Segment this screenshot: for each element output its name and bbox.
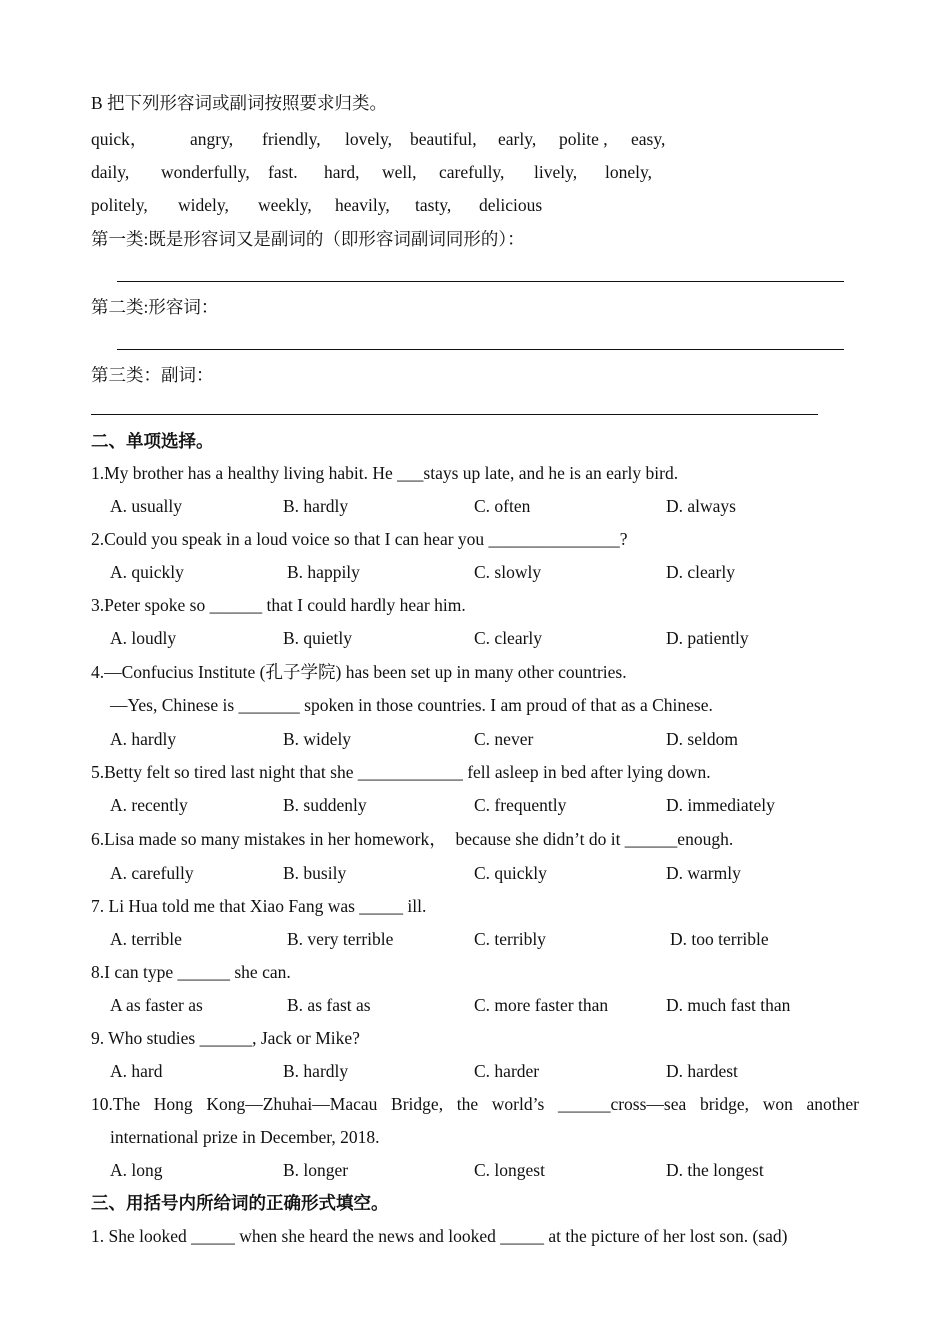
category-3-label: 第三类：副词： <box>91 365 214 385</box>
word: heavily, <box>335 195 390 215</box>
question-8-option-b[interactable]: B. as fast as <box>287 995 371 1015</box>
question-2-option-a[interactable]: A. quickly <box>110 562 184 582</box>
question-5-option-c[interactable]: C. frequently <box>474 795 567 815</box>
question-1-option-d[interactable]: D. always <box>666 496 736 516</box>
question-3-stem: 3.Peter spoke so ______ that I could hardly hear him. <box>91 595 466 615</box>
question-5-option-a[interactable]: A. recently <box>110 795 188 815</box>
category-1-label: 第一类:既是形容词又是副词的（即形容词副词同形的）： <box>91 229 525 249</box>
word: lively, <box>534 162 578 182</box>
question-9-option-d[interactable]: D. hardest <box>666 1061 738 1081</box>
word: delicious <box>479 195 543 215</box>
word: easy, <box>631 129 666 149</box>
question-4-option-a[interactable]: A. hardly <box>110 729 177 749</box>
question-4-option-d[interactable]: D. seldom <box>666 729 738 749</box>
question-10-option-d[interactable]: D. the longest <box>666 1160 764 1180</box>
question-7-option-c[interactable]: C. terribly <box>474 929 546 949</box>
word: carefully, <box>439 162 505 182</box>
question-3-option-c[interactable]: C. clearly <box>474 628 543 648</box>
question-8-option-d[interactable]: D. much fast than <box>666 995 791 1015</box>
question-4-stem: 4.—Confucius Institute (孔子学院) has been set up in many other countries. <box>91 662 627 682</box>
question-1-option-b[interactable]: B. hardly <box>283 496 349 516</box>
question-4-option-b[interactable]: B. widely <box>283 729 352 749</box>
word: angry, <box>190 129 234 149</box>
question-2-option-c[interactable]: C. slowly <box>474 562 542 582</box>
word: well, <box>382 162 417 182</box>
question-10-option-c[interactable]: C. longest <box>474 1160 545 1180</box>
question-5-option-b[interactable]: B. suddenly <box>283 795 367 815</box>
word: weekly, <box>258 195 312 215</box>
question-7-option-a[interactable]: A. terrible <box>110 929 182 949</box>
word: friendly, <box>262 129 321 149</box>
question-7-option-b[interactable]: B. very terrible <box>287 929 394 949</box>
question-6-option-d[interactable]: D. warmly <box>666 863 741 883</box>
question-2-option-b[interactable]: B. happily <box>287 562 360 582</box>
question-10-option-a[interactable]: A. long <box>110 1160 163 1180</box>
question-4-option-c[interactable]: C. never <box>474 729 534 749</box>
word: lonely, <box>605 162 652 182</box>
question-9-stem: 9. Who studies ______, Jack or Mike? <box>91 1028 360 1048</box>
question-6-stem: 6.Lisa made so many mistakes in her homework， because she didn’t do it ______enough. <box>91 829 734 849</box>
question-6-option-b[interactable]: B. busily <box>283 863 347 883</box>
question-10-stem-continued: international prize in December, 2018. <box>110 1127 380 1147</box>
question-7-stem: 7. Li Hua told me that Xiao Fang was _____ ill. <box>91 896 427 916</box>
word: quick， <box>91 129 148 149</box>
question-2-option-d[interactable]: D. clearly <box>666 562 735 582</box>
question-9-option-c[interactable]: C. harder <box>474 1061 540 1081</box>
question-3-option-d[interactable]: D. patiently <box>666 628 749 648</box>
section-3-question-1: 1. She looked _____ when she heard the news and looked _____ at the picture of her lost son. (sad) <box>91 1226 788 1246</box>
question-2-stem: 2.Could you speak in a loud voice so that I can hear you _______________? <box>91 529 628 549</box>
section-2-heading: 二、单项选择。 <box>91 431 214 451</box>
answer-line-1[interactable] <box>117 281 844 282</box>
category-2-label: 第二类:形容词： <box>91 297 219 317</box>
word: widely, <box>178 195 229 215</box>
question-7-option-d[interactable]: D. too terrible <box>670 929 769 949</box>
answer-line-2[interactable] <box>117 349 844 350</box>
question-10-stem: 10.The Hong Kong—Zhuhai—Macau Bridge, the world’s ______cross—sea bridge, won another <box>91 1094 859 1114</box>
word: wonderfully, <box>161 162 250 182</box>
question-8-stem: 8.I can type ______ she can. <box>91 962 291 982</box>
question-9-option-b[interactable]: B. hardly <box>283 1061 349 1081</box>
question-9-option-a[interactable]: A. hard <box>110 1061 163 1081</box>
question-6-option-a[interactable]: A. carefully <box>110 863 194 883</box>
word: hard, <box>324 162 360 182</box>
question-8-option-c[interactable]: C. more faster than <box>474 995 609 1015</box>
question-6-option-c[interactable]: C. quickly <box>474 863 547 883</box>
word: tasty, <box>415 195 452 215</box>
word: politely, <box>91 195 148 215</box>
question-1-option-a[interactable]: A. usually <box>110 496 182 516</box>
question-10-option-b[interactable]: B. longer <box>283 1160 349 1180</box>
question-5-stem: 5.Betty felt so tired last night that she ____________ fell asleep in bed after lying down. <box>91 762 711 782</box>
question-1-stem: 1.My brother has a healthy living habit. He ___stays up late, and he is an early bird. <box>91 463 679 483</box>
section-b-instruction: B 把下列形容词或副词按照要求归类。 <box>91 93 388 113</box>
answer-line-3[interactable] <box>91 414 818 415</box>
word: polite , <box>559 129 608 149</box>
question-5-option-d[interactable]: D. immediately <box>666 795 775 815</box>
word: early, <box>498 129 537 149</box>
question-3-option-a[interactable]: A. loudly <box>110 628 177 648</box>
section-3-heading: 三、用括号内所给词的正确形式填空。 <box>91 1193 389 1213</box>
question-8-option-a[interactable]: A as faster as <box>110 995 203 1015</box>
word: beautiful, <box>410 129 477 149</box>
word: lovely, <box>345 129 392 149</box>
word: daily, <box>91 162 130 182</box>
word: fast. <box>268 162 298 182</box>
question-4-stem-reply: —Yes, Chinese is _______ spoken in those countries. I am proud of that as a Chinese. <box>110 695 713 715</box>
question-3-option-b[interactable]: B. quietly <box>283 628 353 648</box>
question-1-option-c[interactable]: C. often <box>474 496 531 516</box>
